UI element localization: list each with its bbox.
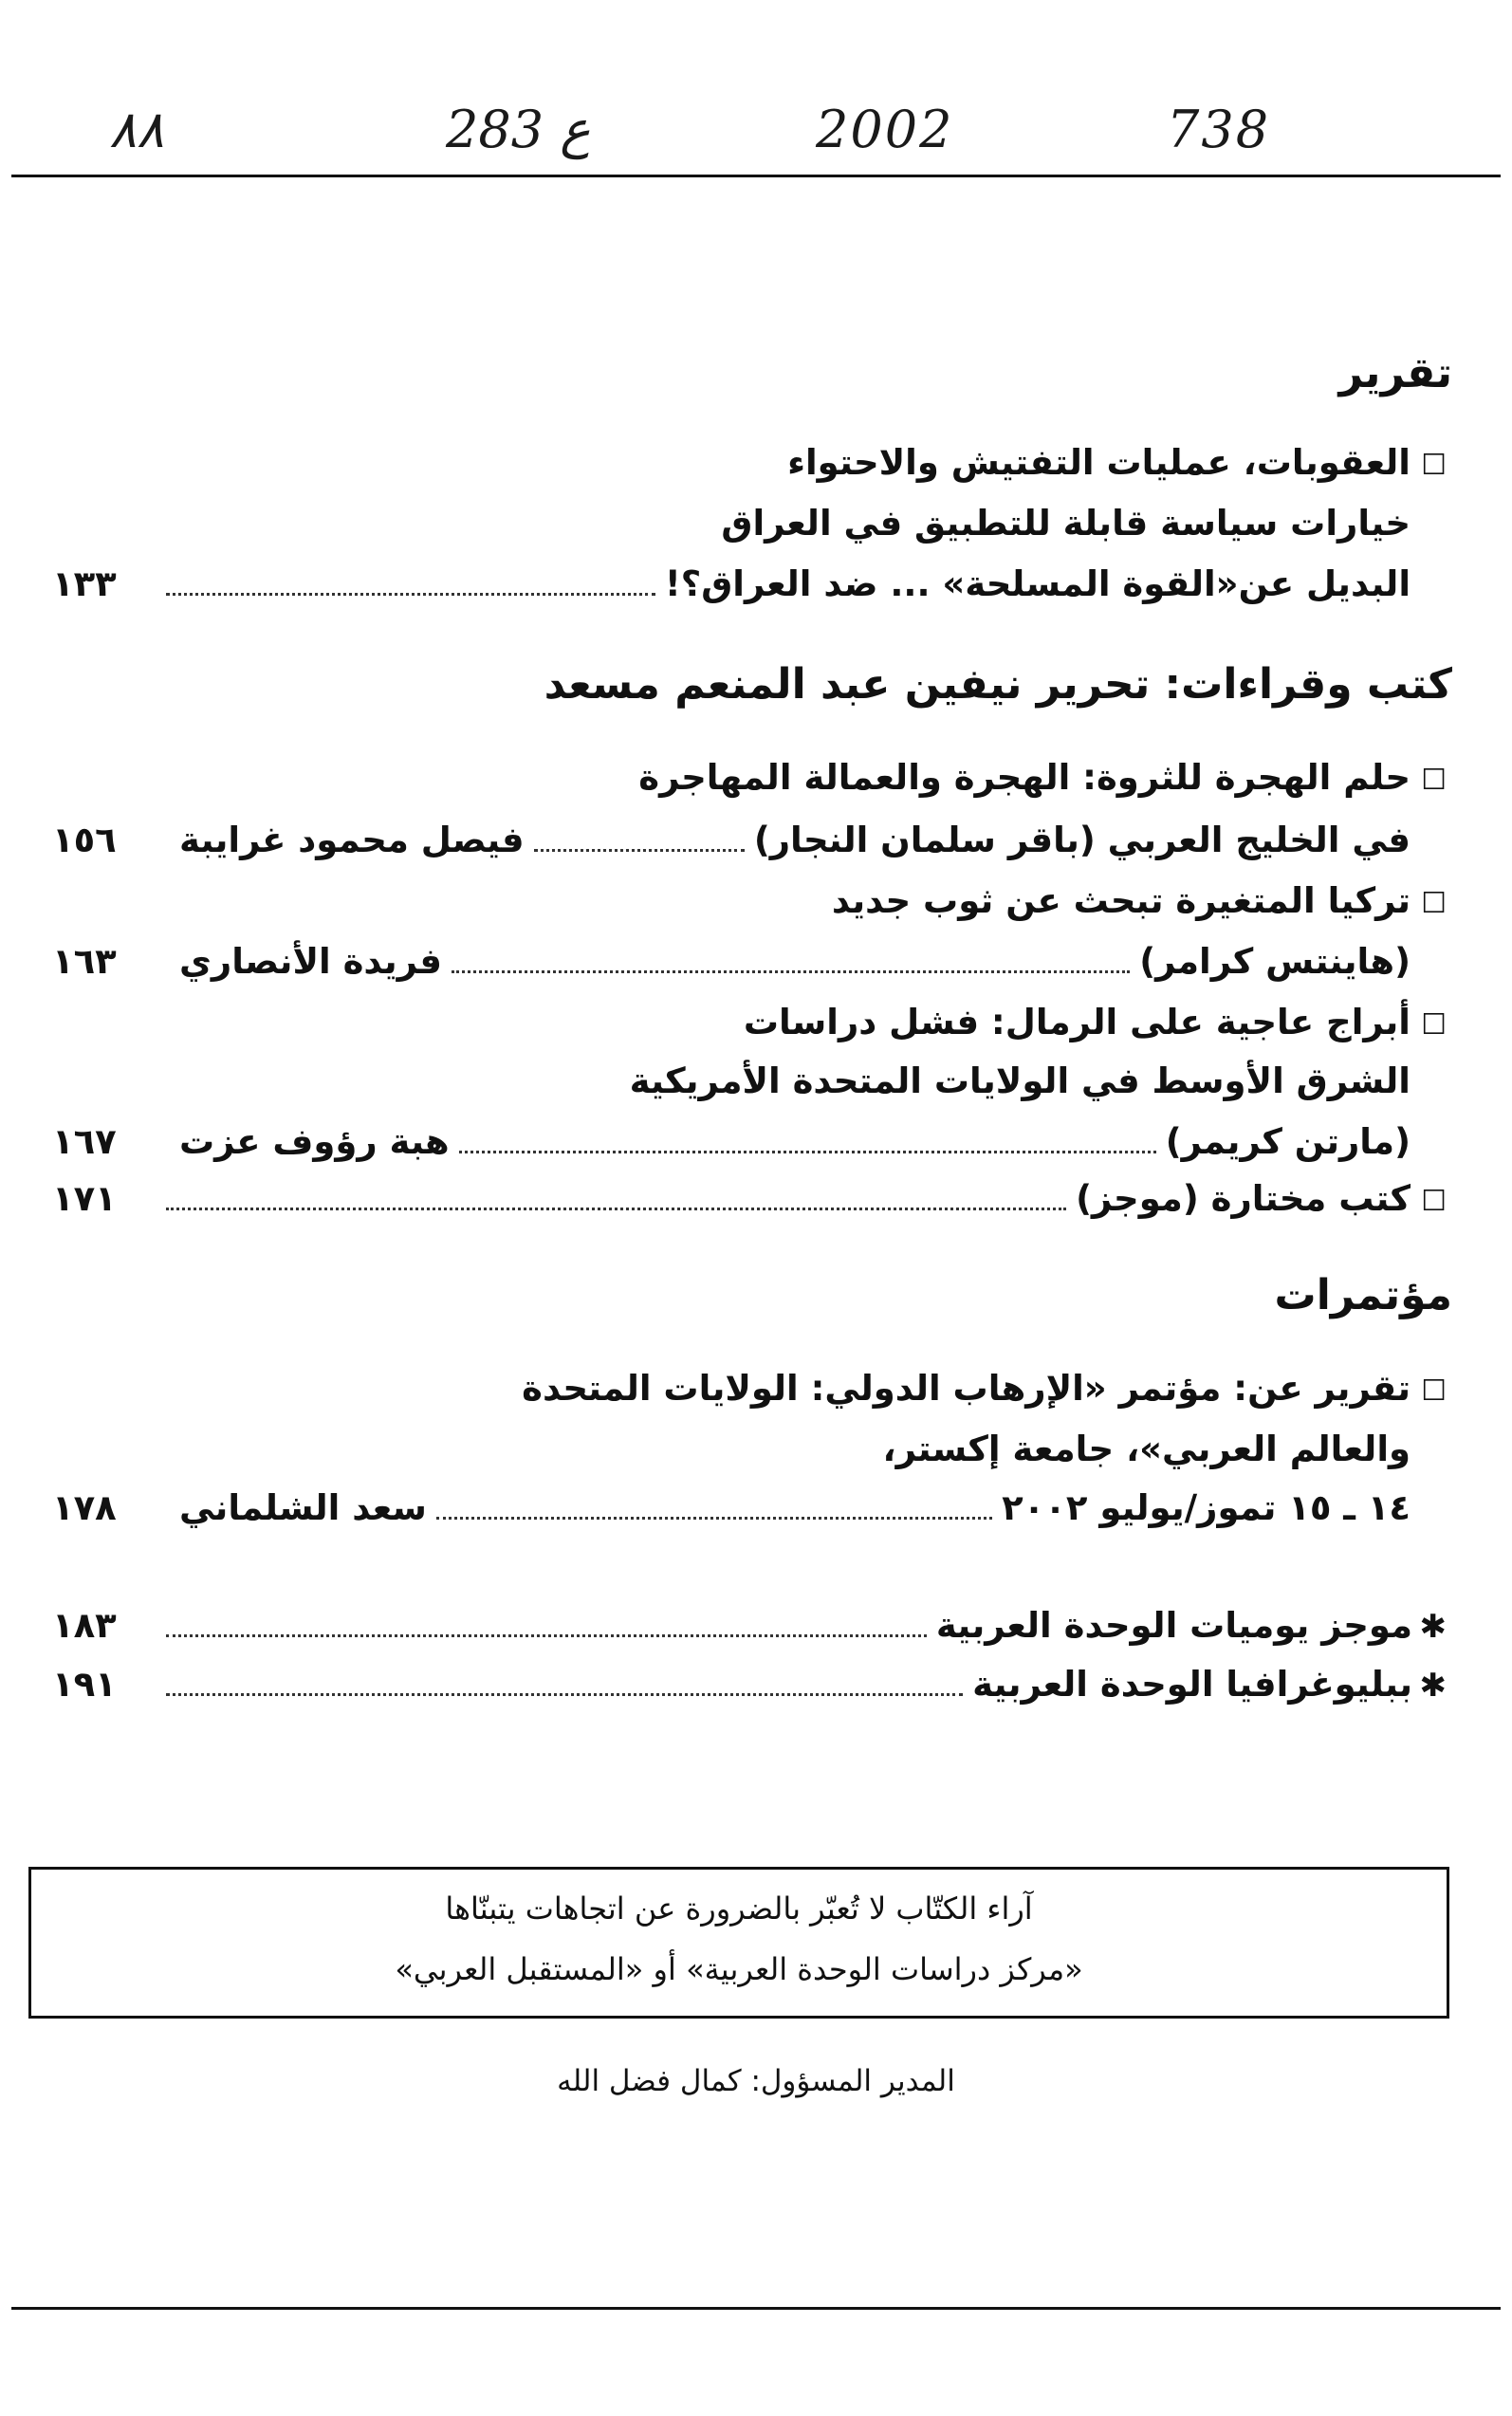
toc-extra-line[interactable] [52, 1662, 1447, 1707]
entry-title: والعالم العربي»، جامعة إكستر، [882, 1429, 1411, 1469]
entry-title: (مارتن كريمر) [1165, 1121, 1411, 1162]
entry-title: ببليوغرافيا الوحدة العربية [972, 1664, 1412, 1705]
toc-entry-line[interactable] [52, 755, 1447, 801]
checkbox-square-icon: ☐ [1421, 764, 1447, 797]
disclaimer-box [28, 1867, 1449, 2019]
toc-entry-line[interactable] [52, 1000, 1447, 1045]
entry-title: موجز يوميات الوحدة العربية [935, 1605, 1412, 1646]
asterisk-icon: ✱ [1419, 1667, 1447, 1705]
toc-entry-line[interactable] [52, 1119, 1447, 1165]
page-number: ١٦٧ [52, 1121, 117, 1162]
dot-leader [534, 848, 745, 852]
disclaimer-line: «مركز دراسات الوحدة العربية» أو «المستقبل العربي» [395, 1951, 1083, 1987]
dot-leader [166, 1207, 1066, 1210]
checkbox-square-icon: ☐ [1421, 1185, 1447, 1218]
checkbox-square-icon: ☐ [1421, 1374, 1447, 1408]
entry-title: كتب مختارة (موجز) [1076, 1178, 1411, 1219]
entry-title: تقرير عن: مؤتمر «الإرهاب الدولي: الولايات المتحدة [522, 1368, 1411, 1409]
dot-leader [166, 1633, 927, 1637]
checkbox-square-icon: ☐ [1421, 1008, 1447, 1042]
handwritten-note: ٨٨ [109, 100, 165, 159]
entry-title: تركيا المتغيرة تبحث عن ثوب جديد [831, 880, 1411, 921]
toc-entry-line[interactable] [52, 1427, 1447, 1472]
toc-entry-line[interactable] [52, 440, 1447, 486]
handwritten-note: 2002 [816, 100, 954, 159]
entry-author: فريدة الأنصاري [179, 941, 442, 982]
section-title-books: كتب وقراءات: تحرير نيفين عبد المنعم مسعد [544, 660, 1452, 709]
entry-author: سعد الشلماني [179, 1487, 427, 1528]
entry-title: خيارات سياسة قابلة للتطبيق في العراق [721, 503, 1411, 544]
dot-leader [166, 592, 655, 596]
toc-entry-line[interactable] [52, 939, 1447, 985]
toc-entry-line[interactable] [52, 562, 1447, 607]
entry-author: فيصل محمود غرايبة [179, 820, 525, 860]
toc-entry-line[interactable] [52, 1485, 1447, 1531]
entry-author: هبة رؤوف عزت [179, 1121, 450, 1162]
checkbox-square-icon: ☐ [1421, 449, 1447, 482]
section-title-report: تقرير [1338, 349, 1452, 397]
toc-entry-line[interactable] [52, 1059, 1447, 1104]
toc-entry-line[interactable] [52, 878, 1447, 924]
dot-leader [459, 1150, 1156, 1153]
entry-title: الشرق الأوسط في الولايات المتحدة الأمريكية [629, 1060, 1411, 1101]
toc-entry-line[interactable] [52, 1366, 1447, 1411]
dot-leader [452, 969, 1130, 973]
handwritten-note: 283 ع [446, 100, 591, 159]
page-number: ١٧٨ [52, 1487, 117, 1528]
entry-title: البديل عن«القوة المسلحة» ... ضد العراق؟! [664, 563, 1411, 604]
toc-extra-line[interactable] [52, 1603, 1447, 1649]
page-number: ١٧١ [52, 1178, 117, 1219]
page-number: ١٦٣ [52, 941, 117, 982]
dot-leader [436, 1516, 992, 1520]
section-title-conferences: مؤتمرات [1274, 1271, 1452, 1319]
disclaimer-line: آراء الكتّاب لا تُعبّر بالضرورة عن اتجاهات يتبنّاها [445, 1890, 1033, 1927]
entry-title: (هاينتس كرامر) [1139, 941, 1411, 982]
page-number: ١٩١ [52, 1664, 117, 1705]
top-rule [11, 175, 1501, 177]
toc-entry-line[interactable] [52, 501, 1447, 546]
page-number: ١٣٣ [52, 563, 117, 604]
page-number: ١٨٣ [52, 1605, 117, 1646]
dot-leader [166, 1692, 963, 1696]
handwritten-note: 738 [1167, 100, 1271, 159]
entry-title: ١٤ ـ ١٥ تموز/يوليو ٢٠٠٢ [1002, 1487, 1411, 1528]
page-number: ١٥٦ [52, 820, 117, 860]
toc-entry-line[interactable] [52, 818, 1447, 863]
entry-title: في الخليج العربي (باقر سلمان النجار) [753, 820, 1411, 860]
editor-credit: المدير المسؤول: كمال فضل الله [557, 2064, 955, 2098]
entry-title: أبراج عاجية على الرمال: فشل دراسات [743, 1002, 1411, 1042]
toc-entry-line[interactable] [52, 1176, 1447, 1222]
entry-title: حلم الهجرة للثروة: الهجرة والعمالة المهاجرة [638, 757, 1411, 798]
checkbox-square-icon: ☐ [1421, 887, 1447, 920]
asterisk-icon: ✱ [1419, 1608, 1447, 1646]
entry-title: العقوبات، عمليات التفتيش والاحتواء [787, 442, 1411, 483]
bottom-rule [11, 2307, 1501, 2310]
